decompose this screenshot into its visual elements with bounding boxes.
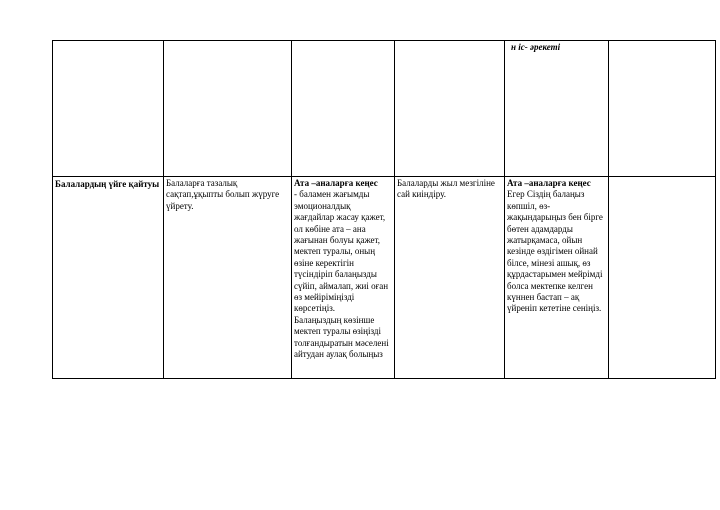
activity-label: н іс- әрекеті [511,42,561,52]
parent-advice-heading: Ата –аналарға кеңес [294,178,378,188]
table-cell [292,177,395,379]
parent-advice-text: - баламен жағымды эмоционалдық жағдайлар жасау қажет, ол көбіне ата – ана жағынан болуы қажет, мектеп туралы, оның өзіне керектігін түсіндіріп балаңызды сүйіп, аймалап, жиі оған өз мейіріміңізді көрсетіңіз. Балаңыздың көзінше мектеп туралы өзіңізді толғандыратын мәселені айтудан аулақ болыңыз [294,189,389,360]
table-cell [609,41,716,177]
table-cell [53,41,164,177]
parent-advice-text-2: Егер Сіздің балаңыз көпшіл, өз-жақындарыңыз бен бірге бөтен адамдарды жатырқамаса, ойын кезінде өздігімен ойнай білсе, мінезі ашық, өз құрдастарымен мейрімді болса мектепке келген күннен бастап – ақ үйреніп кететіне сеніңіз. [507,189,603,314]
row-heading: Балалардың үйге қайтуы [55,179,160,189]
table-cell [53,177,164,379]
table-cell [395,177,505,379]
parent-advice-heading-2: Ата –аналарға кеңес [507,178,591,188]
clothing-text: Балаларды жыл мезгіліне сай киіндіру. [397,178,495,200]
table-cell [395,41,505,177]
table-row-main [53,177,716,379]
table-cell [505,177,609,379]
table-row-top [53,41,716,177]
schedule-table [52,40,716,379]
table-cell [164,177,292,379]
table-cell [292,41,395,177]
table-cell [505,41,609,177]
table-cell [609,177,716,379]
hygiene-text: Балаларға тазалық сақтап,ұқыпты болып жүруге үйрету. [166,178,280,211]
table-cell [164,41,292,177]
